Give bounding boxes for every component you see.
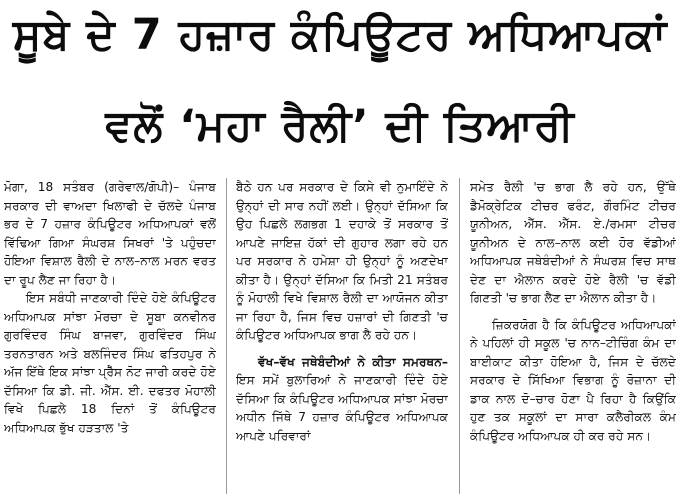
body-paragraph: [236, 353, 448, 446]
body-paragraph: ਬੈਠੇ ਹਨ ਪਰ ਸਰਕਾਰ ਦੇ ਕਿਸੇ ਵੀ ਨੁਮਾਇੰਦੇ ਨੇ ਉਨ੍ਹਾਂ ਦੀ ਸਾਰ ਨਹੀਂ ਲਈ। ਉਨ੍ਹਾਂ ਦੱਸਿਆ ਕਿ ਉਹ ਪਿਛਲੇ ਲਗਭਗ 1 ਦਹਾਕੇ ਤੋਂ ਸਰਕਾਰ ਤੋਂ ਆਪਣੇ ਜਾਇਜ਼ ਹੱਕਾਂ ਦੀ ਗੁਹਾਰ ਲਗਾ ਰਹੇ ਹਨ ਪਰ ਸਰਕਾਰ ਨੇ ਹਮੇਸ਼ਾ ਹੀ ਉਨ੍ਹਾਂ ਨੂੰ ਅਣਦੇਖਾ ਕੀਤਾ ਹੈ। ਉਨ੍ਹਾਂ ਦੱਸਿਆ ਕਿ ਮਿਤੀ 21 ਸਤੰਬਰ ਨੂੰ ਮੋਹਾਲੀ ਵਿਖੇ ਵਿਸ਼ਾਲ ਰੈਲੀ ਦਾ ਆਯੋਜਨ ਕੀਤਾ ਜਾ ਰਿਹਾ ਹੈ, ਜਿਸ ਵਿਚ ਹਜ਼ਾਰਾਂ ਦੀ ਗਿਣਤੀ 'ਚ ਕੰਪਿਊਟਰ ਅਧਿਆਪਕ ਭਾਗ ਲੈ ਰਹੇ ਹਨ।: [236, 180, 448, 342]
body-paragraph: ਇਸ ਸਬੰਧੀ ਜਾਣਕਾਰੀ ਦਿੰਦੇ ਹੋਏ ਕੰਪਿਊਟਰ ਅਧਿਆਪਕ ਸਾਂਝਾ ਮੋਰਚਾ ਦੇ ਸੂਬਾ ਕਨਵੀਨਰ ਗੁਰਵਿੰਦਰ ਸਿੰਘ ਬਾਜਵਾ, ਗੁਰਵਿੰਦਰ ਸਿੰਘ ਤਰਨਤਾਰਨ ਅਤੇ ਬਲਜਿੰਦਰ ਸਿੰਘ ਫਤਿਹਪੁਰ ਨੇ ਅੱਜ ਇੱਥੇ ਇਕ ਸਾਂਝਾ ਪ੍ਰੈੱਸ ਨੋਟ ਜਾਰੀ ਕਰਦੇ ਹੋਏ ਦੱਸਿਆ ਕਿ ਡੀ. ਜੀ. ਐੱਸ. ਈ. ਦਫਤਰ ਮੋਹਾਲੀ ਵਿਖੇ ਪਿਛਲੇ 18 ਦਿਨਾਂ ਤੋਂ ਕੰਪਿਊਟਰ ਅਧਿਆਪਕ ਭੁੱਖ ਹੜਤਾਲ 'ਤੇ: [4, 291, 216, 435]
dateline-paragraph: ਮੋਗਾ, 18 ਸਤੰਬਰ (ਗਰੇਵਾਲ/ਗੋਪੀ)– ਪੰਜਾਬ ਸਰਕਾਰ ਦੀ ਵਾਅਦਾ ਖਿਲਾਫੀ ਦੇ ਚੱਲਦੇ ਪੰਜਾਬ ਭਰ ਦੇ 7 ਹਜ਼ਾਰ ਕੰਪਿਊਟਰ ਅਧਿਆਪਕਾਂ ਵਲੋਂ ਵਿੱਢਿਆ ਗਿਆ ਸੰਘਰਸ਼ ਸਿਖਰਾਂ 'ਤੇ ਪਹੁੰਚਦਾ ਹੋਇਆ ਵਿਸ਼ਾਲ ਰੈਲੀ ਦੇ ਨਾਲ–ਨਾਲ ਮਰਨ ਵਰਤ ਦਾ ਰੂਪ ਲੈਣ ਜਾ ਰਿਹਾ ਹੈ।: [4, 180, 216, 287]
body-paragraph: ਜ਼ਿਕਰਯੋਗ ਹੈ ਕਿ ਕੰਪਿਊਟਰ ਅਧਿਆਪਕਾਂ ਨੇ ਪਹਿਲਾਂ ਹੀ ਸਕੂਲ 'ਚ ਨਾਨ–ਟੀਚਿੰਗ ਕੰਮ ਦਾ ਬਾਈਕਾਟ ਕੀਤਾ ਹੋਇਆ ਹੈ, ਜਿਸ ਦੇ ਚੱਲਦੇ ਸਰਕਾਰ ਦੇ ਸਿੱਖਿਆ ਵਿਭਾਗ ਨੂੰ ਰੋਜ਼ਾਨਾ ਦੀ ਡਾਕ ਨਾਲ ਦੋ–ਚਾਰ ਹੋਣਾ ਪੈ ਰਿਹਾ ਹੈ ਕਿਉਂਕਿ ਹੁਣ ਤਕ ਸਕੂਲਾਂ ਦਾ ਸਾਰਾ ਕਲੈਰੀਕਲ ਕੰਮ ਕੰਪਿਊਟਰ ਅਧਿਆਪਕ ਹੀ ਕਰ ਰਹੇ ਸਨ।: [470, 317, 676, 443]
column-divider: [226, 178, 227, 494]
body-text: ਇਸ ਸਮੇਂ ਬੁਲਾਰਿਆਂ ਨੇ ਜਾਣਕਾਰੀ ਦਿੰਦੇ ਹੋਏ ਦੱਸਿਆ ਕਿ ਕੰਪਿਊਟਰ ਅਧਿਆਪਕ ਸਾਂਝਾ ਮੋਰਚਾ ਅਧੀਨ ਜਿੱਥੇ 7 ਹਜ਼ਾਰ ਕੰਪਿਊਟਰ ਅਧਿਆਪਕ ਆਪਣੇ ਪਰਿਵਾਰਾਂ: [236, 373, 448, 443]
body-paragraph: ਸਮੇਤ ਰੈਲੀ 'ਚ ਭਾਗ ਲੈ ਰਹੇ ਹਨ, ਉੱਥੇ ਡੈਮੋਕ੍ਰੇਟਿਕ ਟੀਚਰ ਫਰੰਟ, ਗੌਰਮਿੰਟ ਟੀਚਰ ਯੂਨੀਅਨ, ਐੱਸ. ਐੱਸ. ਏ./ਰਮਸਾ ਟੀਚਰ ਯੂਨੀਅਨ ਦੇ ਨਾਲ–ਨਾਲ ਕਈ ਹੋਰ ਵੱਡੀਆਂ ਅਧਿਆਪਕ ਜਥੇਬੰਦੀਆਂ ਨੇ ਸੰਘਰਸ਼ ਵਿਚ ਸਾਥ ਦੇਣ ਦਾ ਐਲਾਨ ਕਰਦੇ ਹੋਏ ਰੈਲੀ 'ਚ ਵੱਡੀ ਗਿਣਤੀ 'ਚ ਭਾਗ ਲੈਣ ਦਾ ਐਲਾਨ ਕੀਤਾ ਹੈ।: [470, 180, 676, 305]
column-divider: [459, 178, 460, 494]
subheading: ਵੱਖ–ਵੱਖ ਜਥੇਬੰਦੀਆਂ ਨੇ ਕੀਤਾ ਸਮਰਥਨ–: [258, 354, 448, 369]
article-column-3: [470, 178, 676, 498]
article-column-2: [236, 178, 448, 498]
article-column-1: [4, 178, 216, 498]
headline-line-2: ਵਲੋਂ ‘ਮਹਾ ਰੈਲੀ’ ਦੀ ਤਿਆਰੀ: [105, 101, 575, 151]
headline-line-1: ਸੂਬੇ ਦੇ 7 ਹਜ਼ਾਰ ਕੰਪਿਊਟਰ ਅਧਿਆਪਕਾਂ: [12, 10, 668, 60]
